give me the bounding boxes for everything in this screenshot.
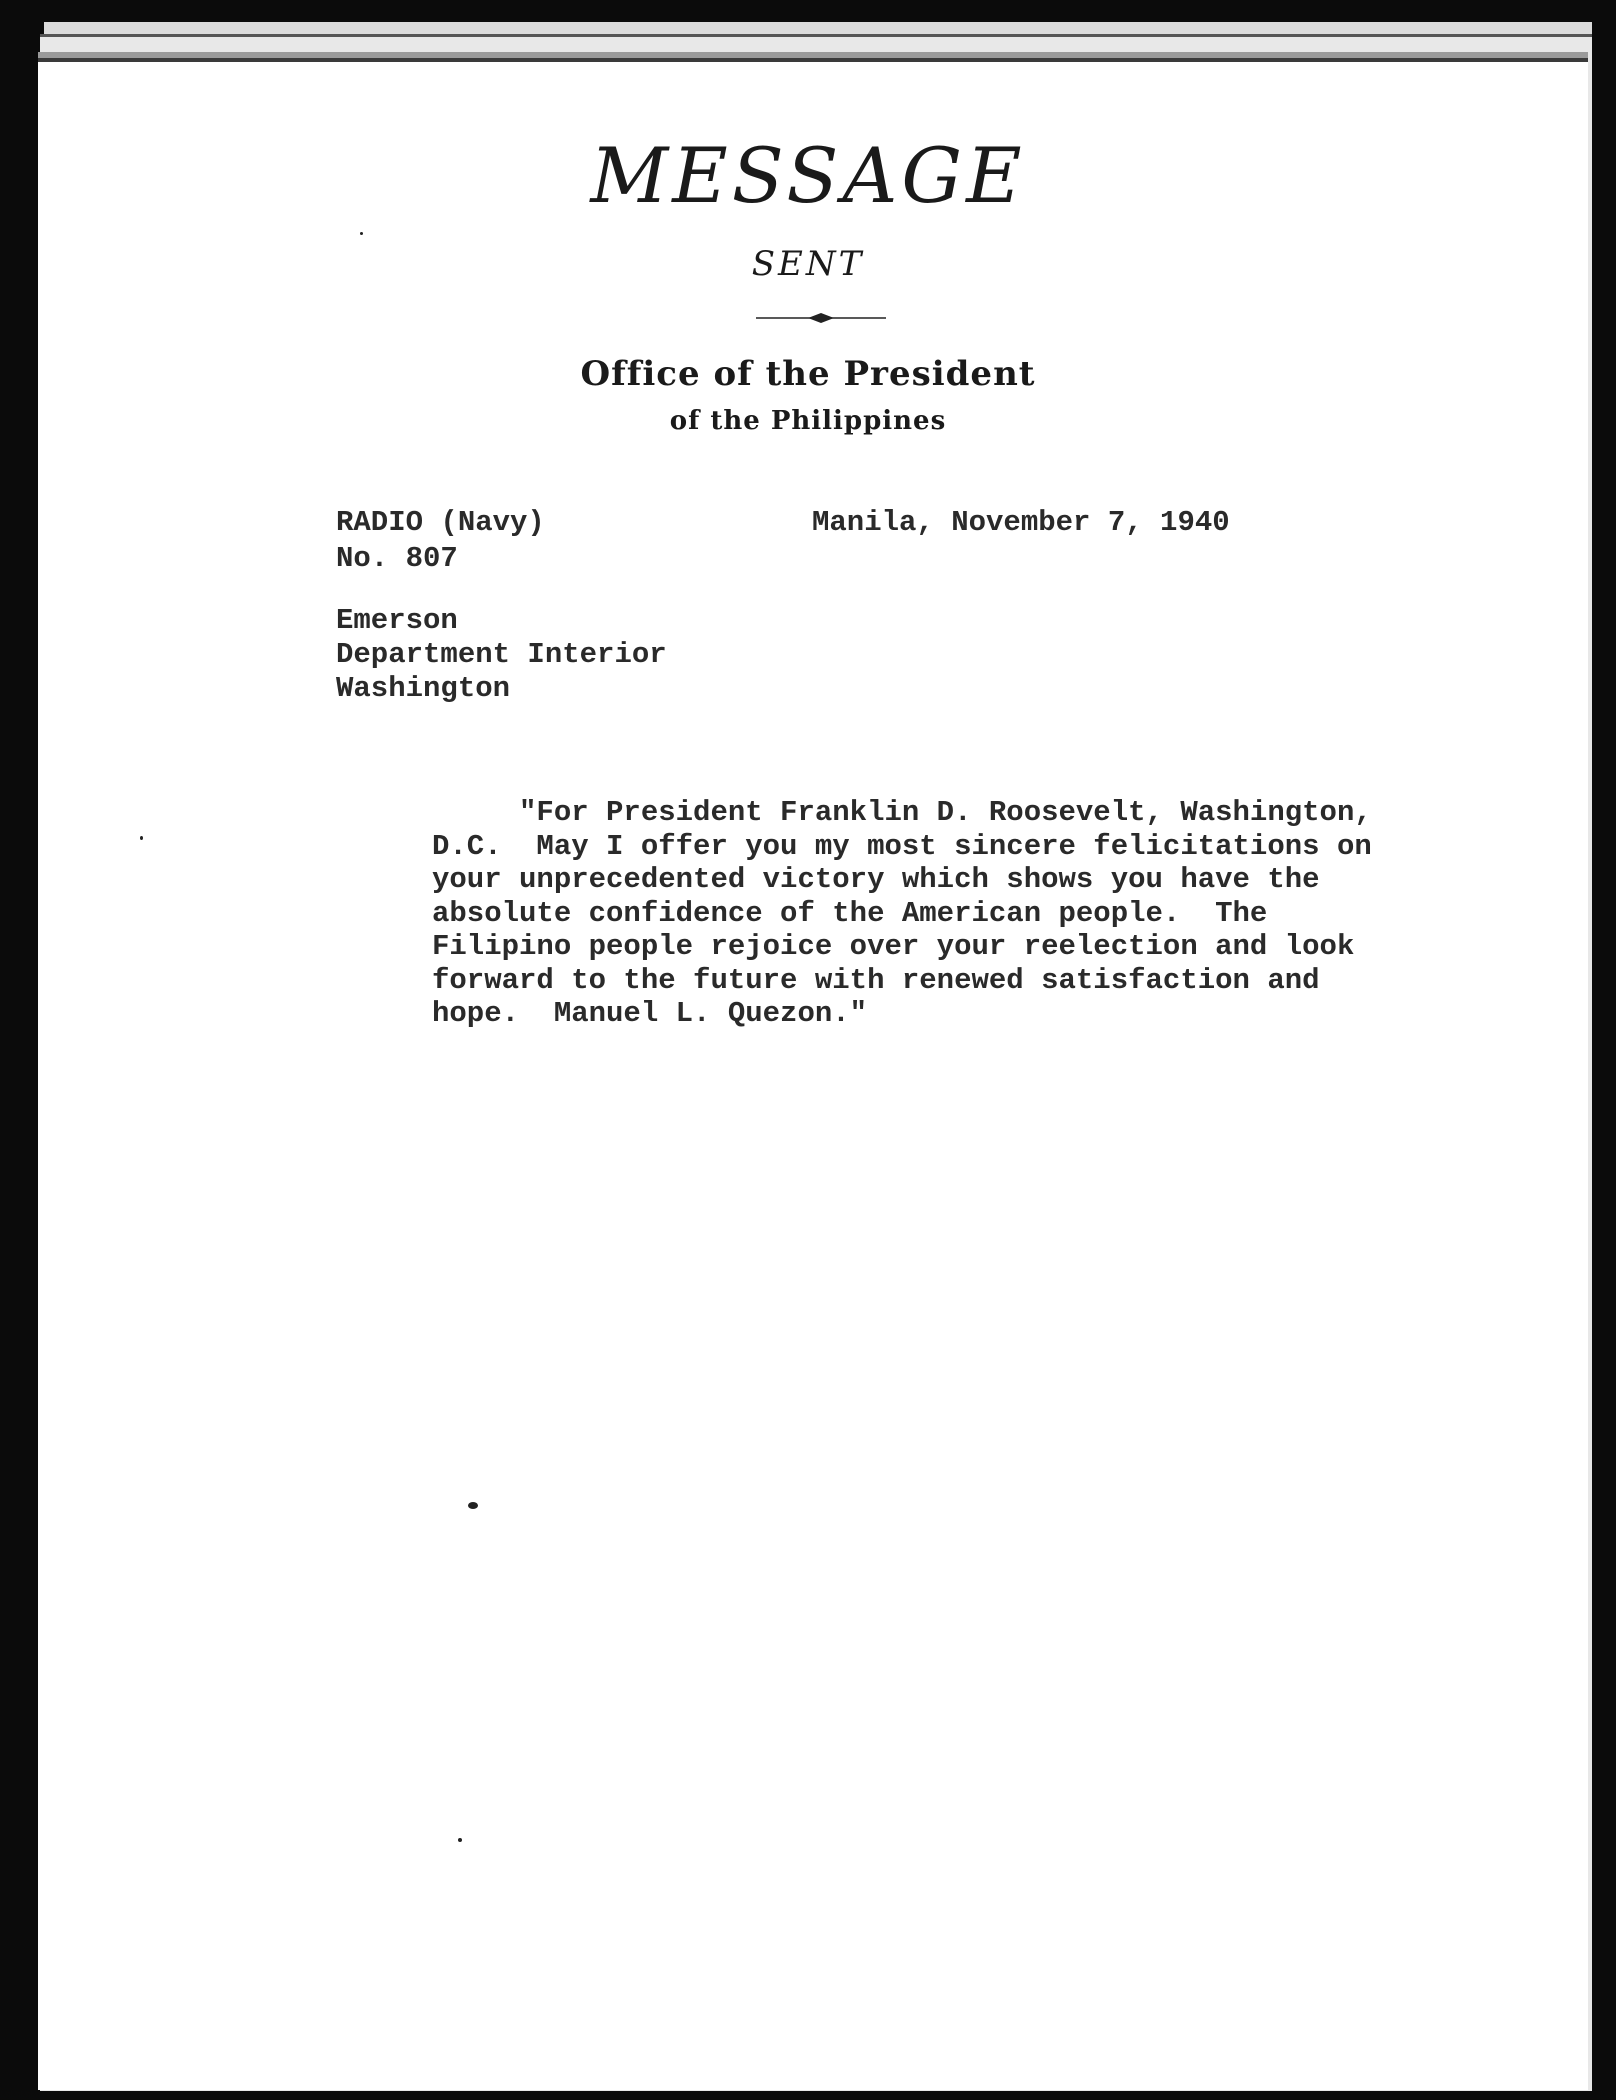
letterhead-subtitle: SENT bbox=[751, 244, 865, 284]
addressee-department: Department Interior bbox=[336, 638, 667, 671]
ink-speck bbox=[468, 1502, 478, 1509]
ink-speck bbox=[360, 232, 363, 235]
office-name: Office of the President bbox=[580, 354, 1036, 394]
ink-speck bbox=[458, 1838, 462, 1842]
message-line: hope. Manuel L. Quezon." bbox=[432, 997, 868, 1030]
letterhead-ornament bbox=[756, 310, 886, 326]
addressee-name: Emerson bbox=[336, 604, 458, 637]
message-line: absolute confidence of the American people. The bbox=[432, 896, 1268, 930]
message-line: your unprecedented victory which shows you have the bbox=[432, 863, 1320, 896]
message-line: D.C. May I offer you my most sincere felicitations on bbox=[432, 829, 1372, 863]
message-line: "For President Franklin D. Roosevelt, Washington, bbox=[432, 796, 1372, 829]
message-line: forward to the future with renewed satisfaction and bbox=[432, 963, 1320, 997]
addressee-city: Washington bbox=[336, 672, 511, 705]
letterhead-title: MESSAGE bbox=[590, 131, 1026, 220]
message-line: Filipino people rejoice over your reelection and look bbox=[432, 930, 1355, 963]
office-country: of the Philippines bbox=[669, 406, 947, 436]
message-number: No. 807 bbox=[336, 542, 458, 575]
place-date: Manila, November 7, 1940 bbox=[812, 506, 1230, 539]
transmission-type: RADIO (Navy) bbox=[336, 506, 545, 539]
message-body bbox=[432, 796, 1472, 1031]
ink-speck bbox=[140, 836, 143, 840]
